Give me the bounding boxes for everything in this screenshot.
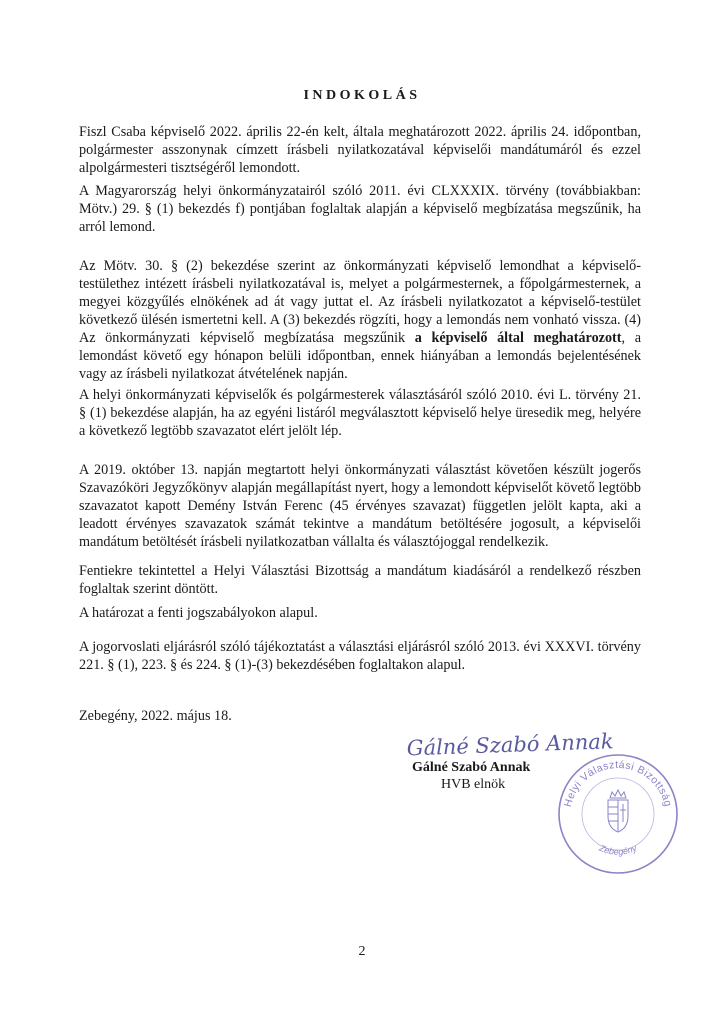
paragraph-3-text: Az Mötv. 30. § (2) bekezdése szerint az önkormányzati képviselő lemondhat a képviselő-testülethez intézett írásbeli nyilatkozatával is, melyet a polgármesternek, a főpolgármesternek, a megyei közgyűlés elnökének ad át vagy juttat el. Az írásbeli nyilatkozatot a képviselő-testület következő ülésén ismertetni kell. A (3) bekezdés rögzíti, hogy a lemondás nem vonható vissza. (4) Az önkormányzati képviselő megbízatása megszűnik — [79, 258, 641, 346]
svg-text:Gálné Szabó Annak: Gálné Szabó Annak — [406, 729, 614, 761]
paragraph-4: A helyi önkormányzati képviselők és polgármesterek választásáról szóló 2010. évi L. törvény 21. § (1) bekezdése alapján, ha az egyéni listáról megválasztott képviselő helye üresedik meg, helyére a következő legtöbb szavazatot elért jelölt lép. — [79, 387, 641, 439]
paragraph-7: A határozat a fenti jogszabályokon alapul. — [79, 605, 318, 621]
place-and-date: Zebegény, 2022. május 18. — [79, 708, 232, 724]
page-number: 2 — [358, 944, 366, 959]
paragraph-3 — [79, 257, 641, 383]
official-stamp — [556, 752, 680, 876]
paragraph-5: A 2019. október 13. napján megtartott helyi önkormányzati választást követően készült jogerős Szavazóköri Jegyzőkönyv alapján megállapítást nyert, hogy a lemondott képviselőt követő legtöbb szavazatot kapott Demény István Ferenc (45 érvényes szavazat) független jelölt kapta, aki a leadott érvényes szavazatok számát tekintve a mandátum betöltésére jogosult, a képviselői mandátum betöltését írásbeli nyilatkozatban vállalta és választójoggal rendelkezik. — [79, 462, 641, 550]
paragraph-3-text-end: , a lemondást követő egy hónapon belüli időpontban, ennek hiányában a lemondás bejelentésének vagy az írásbeli nyilatkozat átvételének napján. — [79, 330, 641, 382]
svg-text:Zebegény: Zebegény — [597, 842, 639, 857]
signer-title: HVB elnök — [441, 777, 506, 792]
coat-of-arms-icon — [608, 790, 628, 832]
signer-name: Gálné Szabó Annak — [412, 760, 531, 775]
paragraph-2: A Magyarország helyi önkormányzatairól szóló 2011. évi CLXXXIX. törvény (továbbiakban: Mötv.) 29. § (1) bekezdés f) pontjában foglaltak alapján a képviselő megbízatása megszűnik, ha arról lemond. — [79, 183, 641, 235]
paragraph-8: A jogorvoslati eljárásról szóló tájékoztatást a választási eljárásról szóló 2013. évi XXXVI. törvény 221. § (1), 223. § és 224. § (1)-(3) bekezdésében foglaltakon alapul. — [79, 639, 641, 673]
paragraph-1: Fiszl Csaba képviselő 2022. április 22-én kelt, általa meghatározott 2022. április 24. időpontban, polgármester asszonynak címzett írásbeli nyilatkozatával képviselői mandátumáról és ezzel alpolgármesteri tisztségéről lemondott. — [79, 124, 641, 176]
paragraph-6: Fentiekre tekintettel a Helyi Választási Bizottság a mandátum kiadásáról a rendelkező részben foglaltak szerint döntött. — [79, 563, 641, 597]
svg-text:Helyi Választási Bizottság: Helyi Választási Bizottság — [561, 758, 675, 809]
document-heading: INDOKOLÁS — [303, 88, 421, 103]
paragraph-3-emphasis: a képviselő által meghatározott — [414, 330, 622, 346]
